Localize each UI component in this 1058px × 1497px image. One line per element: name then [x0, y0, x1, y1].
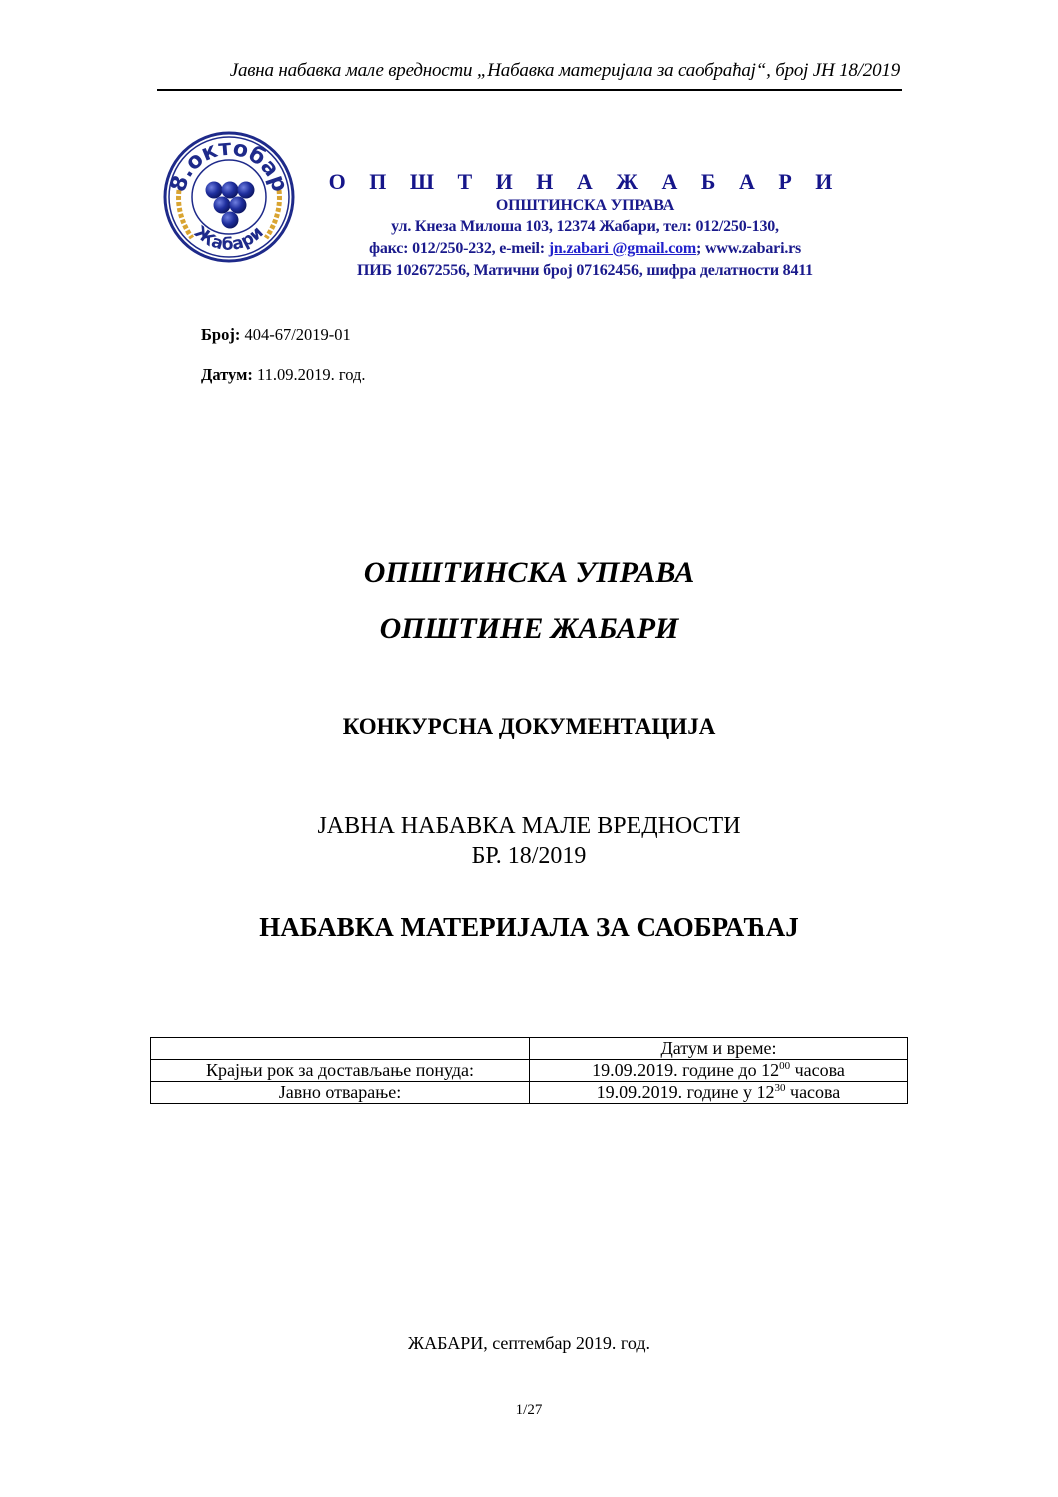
date-label: Датум:	[201, 365, 253, 384]
time-minutes: 30	[774, 1082, 786, 1094]
organization-unit: ОПШТИНСКА УПРАВА	[495, 197, 675, 214]
time-minutes: 00	[779, 1060, 791, 1072]
municipality-logo	[162, 130, 296, 264]
organization-contact	[290, 238, 880, 260]
table-header-cell: Датум и време:	[530, 1038, 908, 1060]
document-number	[201, 325, 351, 345]
organization-name: О П Ш Т И Н А Ж А Б А Р И	[328, 169, 842, 194]
date-value: 11.09.2019. год.	[252, 365, 366, 384]
number-label: Број:	[201, 325, 241, 344]
organization-ids: ПИБ 102672556, Матични број 07162456, шифра делатности 8411	[357, 262, 813, 279]
organization-block	[290, 168, 880, 282]
title-line-2: ОПШТИНЕ ЖАБАРИ	[379, 612, 679, 645]
header-divider	[157, 89, 902, 91]
row-datetime	[530, 1082, 908, 1104]
row-label: Јавно отварање:	[151, 1082, 530, 1104]
separator: ;	[696, 240, 705, 257]
document-date	[201, 365, 366, 385]
table-row	[151, 1060, 908, 1082]
procurement-number: БР. 18/2019	[471, 843, 587, 869]
svg-text:Жабари: Жабари	[190, 222, 268, 255]
procurement-subject: НАБАВКА МАТЕРИЈАЛА ЗА САОБРАЋАЈ	[259, 912, 799, 942]
procurement-type: ЈАВНА НАБАВКА МАЛЕ ВРЕДНОСТИ	[317, 813, 741, 839]
website-text: www.zabari.rs	[704, 240, 802, 257]
number-value: 404-67/2019-01	[240, 325, 351, 344]
row-label: Крајњи рок за достављање понуда:	[151, 1060, 530, 1082]
table-header-cell	[151, 1038, 530, 1060]
table-header-row	[151, 1038, 908, 1060]
deadlines-table	[150, 1037, 908, 1104]
organization-address: ул. Кнеза Милоша 103, 12374 Жабари, тел: 012/250-130,	[391, 218, 779, 235]
email-link[interactable]: jn.zabari @gmail.com	[548, 240, 697, 257]
document-type: КОНКУРСНА ДОКУМЕНТАЦИЈА	[342, 714, 716, 739]
time-suffix: часова	[785, 1082, 841, 1102]
grape-cluster-icon	[162, 130, 296, 264]
date-text: 19.09.2019. године у 12	[596, 1082, 775, 1102]
date-text: 19.09.2019. године до 12	[592, 1060, 780, 1080]
table-row	[151, 1082, 908, 1104]
running-header: Јавна набавка мале вредности „Набавка материјала за саобраћај“, број ЈН 18/2019	[229, 60, 900, 81]
row-datetime	[530, 1060, 908, 1082]
svg-text:8.октобар: 8.октобар	[165, 135, 293, 196]
fax-text: факс: 012/250-232, e-meil:	[368, 240, 549, 257]
place-and-date: ЖАБАРИ, септембар 2019. год.	[407, 1333, 651, 1353]
time-suffix: часова	[790, 1060, 845, 1080]
title-line-1: ОПШТИНСКА УПРАВА	[363, 556, 695, 589]
page-number: 1/27	[515, 1402, 543, 1418]
